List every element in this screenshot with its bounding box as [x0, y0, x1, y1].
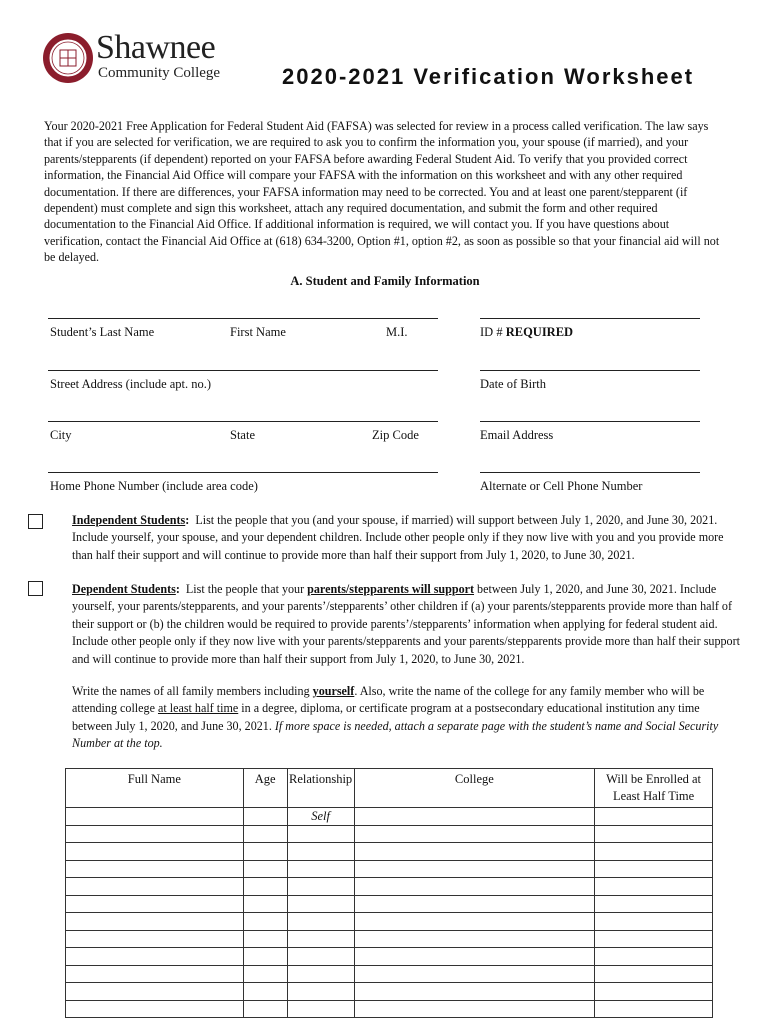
first-name-label: First Name — [230, 325, 286, 339]
cell-relationship-self: Self — [287, 808, 354, 826]
email-label: Email Address — [480, 428, 554, 442]
cell-name[interactable] — [66, 913, 244, 931]
home-phone-line[interactable] — [48, 472, 438, 473]
home-phone-label: Home Phone Number (include area code) — [50, 479, 258, 493]
mi-label: M.I. — [386, 325, 408, 339]
cell-college[interactable] — [354, 983, 595, 1001]
dependent-emph: parents/stepparents will support — [307, 582, 475, 596]
table-row — [66, 843, 713, 861]
table-header-row — [66, 769, 713, 808]
cell-relationship[interactable] — [287, 1000, 354, 1018]
cell-enrolled[interactable] — [595, 808, 713, 826]
cell-enrolled[interactable] — [595, 930, 713, 948]
cell-age[interactable] — [243, 843, 287, 861]
dependent-paragraph: Dependent Students: List the people that your parents/stepparents will support between July 1, 2020, and June 30, 2021. Include yourself, your parents/stepparents, and your parents’/stepparents’ other children if (a) your parents/stepparents provide more than half of their support or (b) the children would be required to provide parents’/stepparents’ information when applying for federal student aid. Include other people only if they now live with your parents/stepparents and your parents/stepparents provide more than half their support and will continue to provide more than half their support from July 1, 2020, to June 30, 2021. — [72, 582, 740, 666]
state-label: State — [230, 428, 255, 442]
dob-line[interactable] — [480, 370, 700, 371]
cell-enrolled[interactable] — [595, 895, 713, 913]
table-row — [66, 913, 713, 931]
cell-name[interactable] — [66, 843, 244, 861]
name-line[interactable] — [48, 318, 438, 319]
section-a-heading: A. Student and Family Information — [290, 274, 480, 288]
cell-age[interactable] — [243, 895, 287, 913]
col-full-name: Full Name — [66, 769, 244, 808]
cell-relationship[interactable] — [287, 843, 354, 861]
cell-college[interactable] — [354, 843, 595, 861]
cell-enrolled[interactable] — [595, 983, 713, 1001]
cell-enrolled[interactable] — [595, 965, 713, 983]
cell-college[interactable] — [354, 1000, 595, 1018]
col-age: Age — [243, 769, 287, 808]
cell-age[interactable] — [243, 860, 287, 878]
cell-enrolled[interactable] — [595, 948, 713, 966]
cell-relationship[interactable] — [287, 930, 354, 948]
cell-age[interactable] — [243, 825, 287, 843]
college-seal-icon — [42, 32, 94, 84]
table-row — [66, 983, 713, 1001]
page-title: 2020-2021 Verification Worksheet — [282, 64, 695, 89]
cell-college[interactable] — [354, 965, 595, 983]
cell-name[interactable] — [66, 930, 244, 948]
city-line[interactable] — [48, 421, 438, 422]
cell-relationship[interactable] — [287, 948, 354, 966]
alt-phone-line[interactable] — [480, 472, 700, 473]
cell-age[interactable] — [243, 808, 287, 826]
logo-name: Shawnee — [96, 29, 216, 66]
dependent-checkbox[interactable] — [28, 581, 43, 596]
instr-yourself: yourself — [312, 684, 355, 698]
cell-college[interactable] — [354, 895, 595, 913]
email-line[interactable] — [480, 421, 700, 422]
cell-college[interactable] — [354, 878, 595, 896]
id-prefix: ID # — [480, 325, 506, 339]
instr-half-time: at least half time — [157, 701, 239, 716]
cell-relationship[interactable] — [287, 825, 354, 843]
dependent-text-b: between July 1, 2020, and June 30, 2021. Include yourself, your parents/stepparents, and your parents’/stepparents’ other children if (a) your parents/stepparents provide more than half of their support or (b) the children would be required to provide parents’/stepparents’ information when applying for federal student aid. Include other people only if they now live with your parents/stepparents and your parents/stepparents provide more than half their support and will continue to provide more than half their support from July 1, 2020, to June 30, 2021. — [72, 582, 740, 666]
zip-label: Zip Code — [372, 428, 419, 442]
cell-name[interactable] — [66, 878, 244, 896]
cell-age[interactable] — [243, 965, 287, 983]
street-line[interactable] — [48, 370, 438, 371]
cell-college[interactable] — [354, 948, 595, 966]
cell-name[interactable] — [66, 965, 244, 983]
cell-age[interactable] — [243, 1000, 287, 1018]
cell-age[interactable] — [243, 930, 287, 948]
col-relationship: Relationship — [287, 769, 354, 808]
cell-college[interactable] — [354, 825, 595, 843]
col-college: College — [354, 769, 595, 808]
cell-enrolled[interactable] — [595, 1000, 713, 1018]
id-required: REQUIRED — [505, 325, 574, 339]
independent-title: Independent Students — [72, 513, 186, 527]
family-members-table — [65, 768, 713, 1018]
table-row — [66, 930, 713, 948]
street-label: Street Address (include apt. no.) — [50, 377, 212, 391]
cell-relationship[interactable] — [287, 913, 354, 931]
table-row — [66, 825, 713, 843]
independent-text: List the people that you (and your spouse, if married) will support between July 1, 2020, and June 30, 2021. Include yourself, your spouse, and your dependent children. Include other people only if they now live with you and you provide more than half their support and will continue to provide more than half their support from July 1, 2020, to June 30, 2021. — [72, 513, 724, 562]
table-row — [66, 895, 713, 913]
cell-name[interactable] — [66, 825, 244, 843]
table-row — [66, 1000, 713, 1018]
table-row — [66, 860, 713, 878]
id-label — [480, 325, 573, 340]
cell-enrolled[interactable] — [595, 843, 713, 861]
cell-college[interactable] — [354, 930, 595, 948]
intro-paragraph: Your 2020-2021 Free Application for Federal Student Aid (FAFSA) was selected for review in a process called verification. The law says that if you are selected for verification, we are required to ask you to confirm the information you, your spouse (if married), and your parents/stepparents (if dependent) reported on your FAFSA before awarding Federal Student Aid. To verify that you provided correct information, the Financial Aid Office will compare your FAFSA with the information on this worksheet and with any other required documentation. If there are differences, your FAFSA information may need to be corrected. You and at least one parent/stepparent (if dependent) must complete and sign this worksheet, attach any required documentation, and submit the form and other required documentation to the Financial Aid Office. If additional information is required, we will contact you. If you have questions about verification, contact the Financial Aid Office at (618) 634-3200, Option #1, option #2, as soon as possible so that your financial aid will not be delayed. — [44, 119, 720, 265]
table-row — [66, 878, 713, 896]
table-row — [66, 965, 713, 983]
independent-checkbox[interactable] — [28, 514, 43, 529]
cell-relationship[interactable] — [287, 895, 354, 913]
cell-college[interactable] — [354, 860, 595, 878]
cell-name[interactable] — [66, 895, 244, 913]
cell-age[interactable] — [243, 983, 287, 1001]
independent-paragraph: Independent Students: List the people that you (and your spouse, if married) will support between July 1, 2020, and June 30, 2021. Include yourself, your spouse, and your dependent children. Include other people only if they now live with you and you provide more than half their support and will continue to provide more than half their support from July 1, 2020, to June 30, 2021. — [72, 513, 724, 562]
dependent-text-a: List the people that your — [185, 582, 308, 596]
cell-enrolled[interactable] — [595, 825, 713, 843]
logo-subtitle: Community College — [98, 65, 221, 81]
dob-label: Date of Birth — [480, 377, 546, 391]
instructions-paragraph — [72, 683, 742, 753]
city-label: City — [50, 428, 72, 442]
instr-text-c: in a degree, diploma, or certificate program at a postsecondary educational institution any time between July 1, 2020, and June 30, 2021. — [72, 701, 700, 733]
instr-text-b: . Also, write the name of the college for any family member who will be attending college — [72, 684, 705, 716]
alt-phone-label: Alternate or Cell Phone Number — [480, 479, 643, 493]
dependent-title: Dependent Students — [72, 582, 176, 596]
cell-relationship[interactable] — [287, 878, 354, 896]
table-row — [66, 808, 713, 826]
last-name-label: Student’s Last Name — [50, 325, 155, 339]
cell-college[interactable] — [354, 913, 595, 931]
cell-name[interactable] — [66, 1000, 244, 1018]
cell-enrolled[interactable] — [595, 878, 713, 896]
instr-text-a: Write the names of all family members including — [72, 684, 313, 698]
cell-relationship[interactable] — [287, 983, 354, 1001]
cell-college[interactable] — [354, 808, 595, 826]
cell-name[interactable] — [66, 808, 244, 826]
instr-italic: If more space is needed, attach a separate page with the student’s name and Social Security Number at the top. — [72, 718, 719, 751]
cell-age[interactable] — [243, 878, 287, 896]
id-line[interactable] — [480, 318, 700, 319]
college-logo — [42, 29, 242, 84]
cell-relationship[interactable] — [287, 860, 354, 878]
cell-relationship[interactable] — [287, 965, 354, 983]
cell-age[interactable] — [243, 948, 287, 966]
cell-name[interactable] — [66, 948, 244, 966]
cell-age[interactable] — [243, 913, 287, 931]
cell-name[interactable] — [66, 860, 244, 878]
cell-enrolled[interactable] — [595, 913, 713, 931]
col-enrolled: Will be Enrolled at Least Half Time — [595, 769, 713, 808]
table-row — [66, 948, 713, 966]
cell-enrolled[interactable] — [595, 860, 713, 878]
cell-name[interactable] — [66, 983, 244, 1001]
